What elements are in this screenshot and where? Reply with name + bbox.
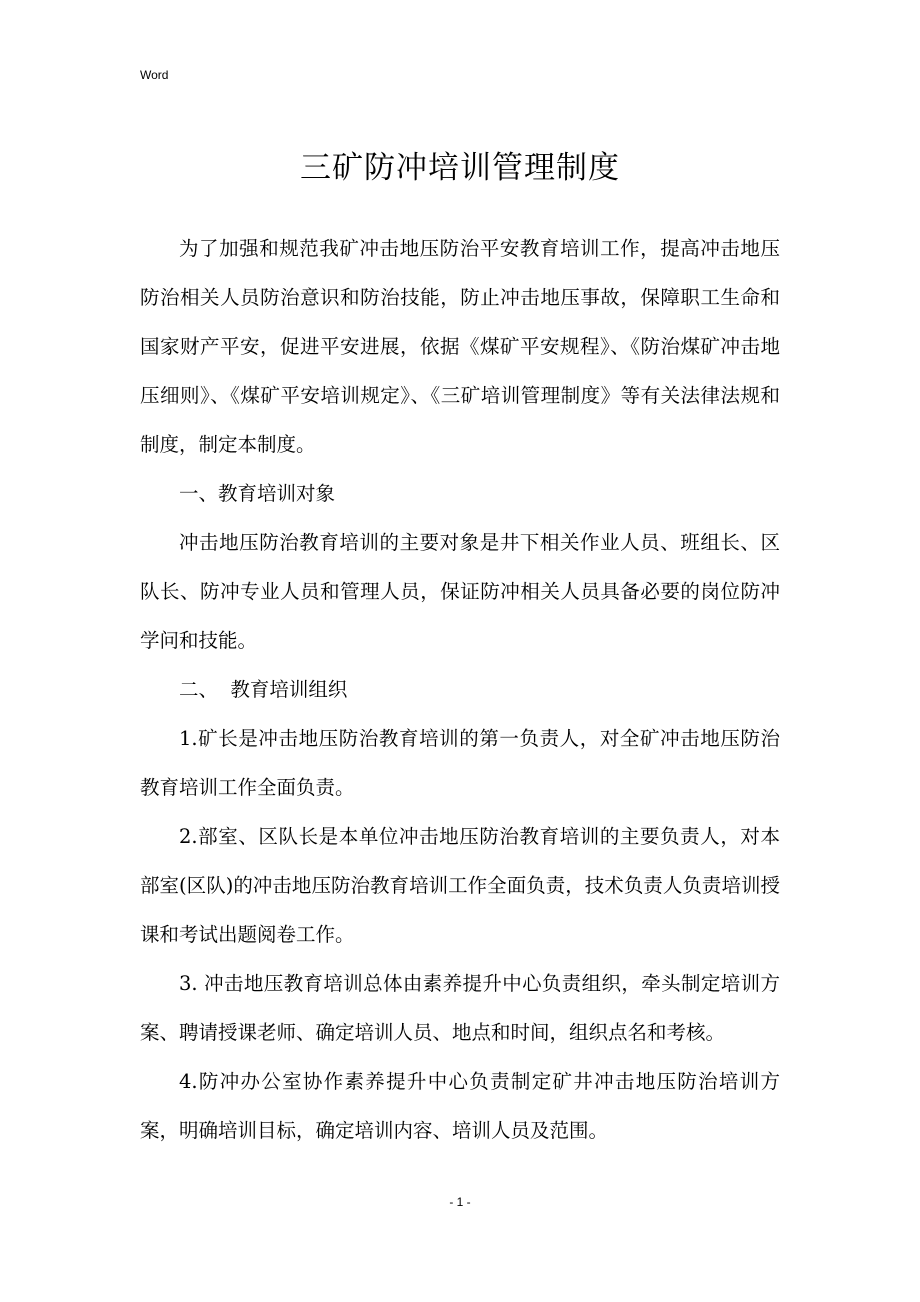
section-heading-2: 二、 教育培训组织 bbox=[179, 678, 348, 701]
document-body bbox=[140, 224, 780, 1155]
paragraph-training-targets: 冲击地压防治教育培训的主要对象是井下相关作业人员、班组长、区队长、防冲专业人员和管理人员，保证防冲相关人员具备必要的岗位防冲学问和技能。 bbox=[140, 531, 780, 652]
paragraph-intro: 为了加强和规范我矿冲击地压防治平安教育培训工作，提高冲击地压防治相关人员防治意识和防治技能，防止冲击地压事故，保障职工生命和国家财产平安，促进平安进展，依据《煤矿平安规程》、《防治煤矿冲击地压细则》、《煤矿平安培训规定》、《三矿培训管理制度》等有关法律法规和制度，制定本制度。 bbox=[140, 237, 780, 456]
paragraph-item-1: 1.矿长是冲击地压防治教育培训的第一负责人，对全矿冲击地压防治教育培训工作全面负责。 bbox=[140, 727, 780, 799]
paragraph-item-2: 2.部室、区队长是本单位冲击地压防治教育培训的主要负责人，对本部室(区队)的冲击地压防治教育培训工作全面负责，技术负责人负责培训授课和考试出题阅卷工作。 bbox=[140, 825, 780, 946]
section-heading-1: 一、教育培训对象 bbox=[179, 482, 336, 505]
paragraph-item-4: 4.防冲办公室协作素养提升中心负责制定矿井冲击地压防治培训方案，明确培训目标，确定培训内容、培训人员及范围。 bbox=[140, 1070, 780, 1142]
document-title: 三矿防冲培训管理制度 bbox=[300, 150, 620, 186]
header-label: Word bbox=[140, 68, 169, 82]
page-number: - 1 - bbox=[449, 1195, 471, 1209]
paragraph-item-3: 3. 冲击地压教育培训总体由素养提升中心负责组织，牵头制定培训方案、聘请授课老师、确定培训人员、地点和时间，组织点名和考核。 bbox=[140, 972, 780, 1044]
